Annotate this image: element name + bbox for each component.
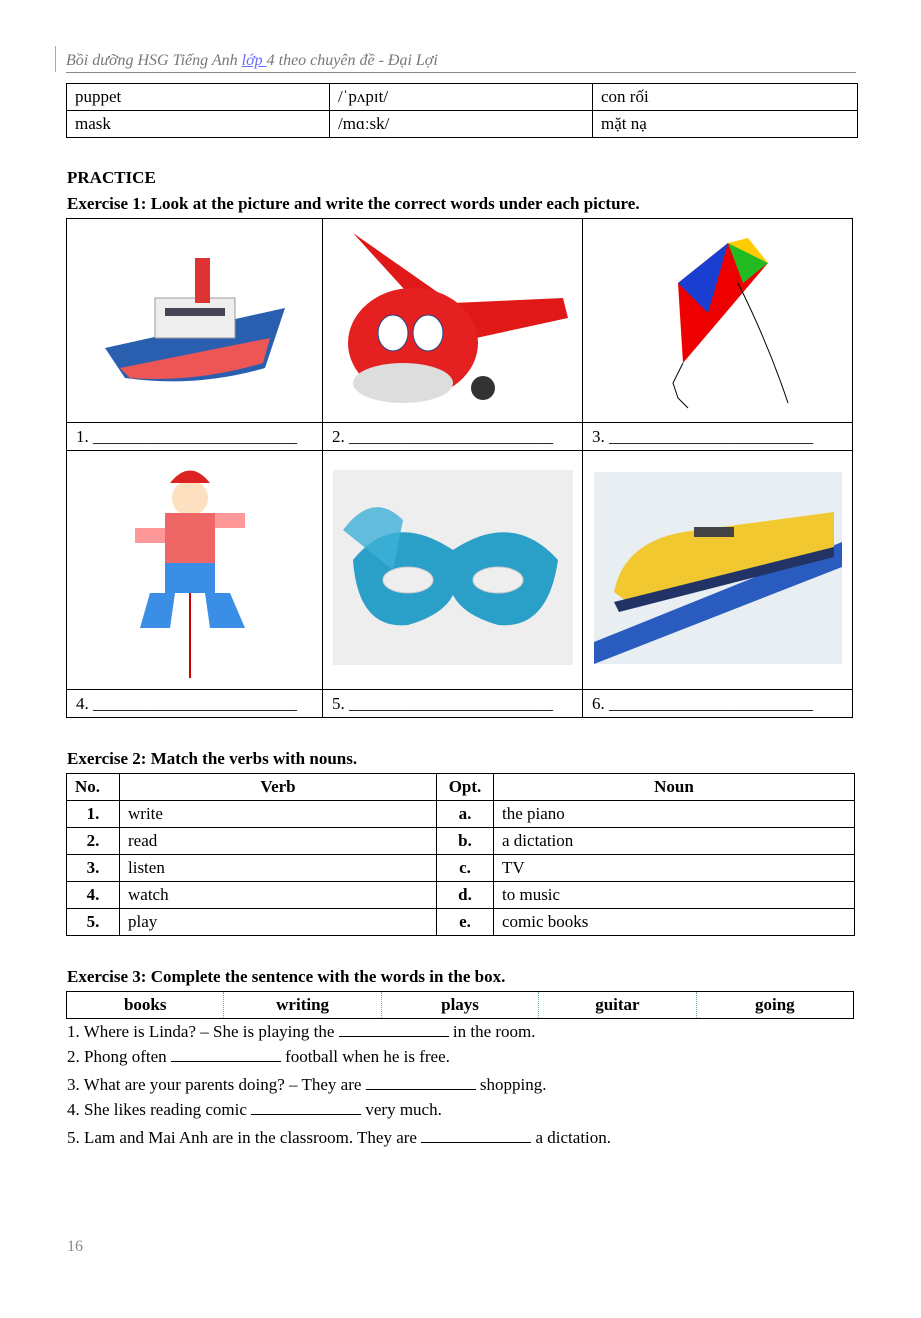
verb: write [120,801,437,828]
sentence-1 [67,1022,536,1042]
exercise-2-title: Exercise 2: Match the verbs with nouns. [67,749,358,768]
puppet-picture [67,451,323,690]
answer-blank-5[interactable]: 5. ________________________ [323,690,583,718]
word: mask [67,111,330,138]
verb: watch [120,882,437,909]
sentence-3 [67,1075,547,1095]
vocab-table [66,83,858,138]
option-letter: a. [437,801,494,828]
option-letter: c. [437,855,494,882]
sentence-end: shopping. [479,1075,547,1094]
sentence-2 [67,1047,450,1067]
verb: play [120,909,437,936]
sentence-end: football when he is free. [285,1047,450,1066]
word-box [66,991,854,1019]
exercise-1-title: Exercise 1: Look at the picture and write the correct words under each picture. [67,194,640,213]
sentence-start: 5. Lam and Mai Anh are in the classroom. They are [67,1128,422,1147]
table-row [67,84,858,111]
answer-blank-2[interactable]: 2. ________________________ [323,423,583,451]
table-header [67,774,855,801]
row-number: 1. [67,801,120,828]
table-row [67,801,855,828]
noun: to music [494,882,855,909]
mask-picture [323,451,583,690]
answer-blank[interactable] [339,1022,449,1037]
noun: the piano [494,801,855,828]
answer-blank[interactable] [251,1100,361,1115]
col-verb: Verb [120,774,437,801]
sentence-end: in the room. [452,1022,536,1041]
col-opt: Opt. [437,774,494,801]
match-table [66,773,855,936]
col-noun: Noun [494,774,855,801]
kite-picture [583,219,853,423]
sentence-5 [67,1128,611,1148]
word: puppet [67,84,330,111]
plane-picture [323,219,583,423]
word-option: books [67,992,224,1018]
sentence-end: a dictation. [535,1128,612,1147]
sentence-start: 3. What are your parents doing? – They are [67,1075,366,1094]
row-number: 2. [67,828,120,855]
page-header [66,52,856,73]
answer-blank[interactable] [421,1128,531,1143]
answer-blank[interactable] [366,1075,476,1090]
header-link[interactable]: lớp [241,52,267,69]
answer-blank-1[interactable]: 1. ________________________ [67,423,323,451]
margin-mark [55,46,56,72]
noun: TV [494,855,855,882]
answer-blank-3[interactable]: 3. ________________________ [583,423,853,451]
train-picture [583,451,853,690]
table-row [67,855,855,882]
option-letter: d. [437,882,494,909]
word-option: plays [382,992,539,1018]
sentence-start: 2. Phong often [67,1047,171,1066]
picture-table [66,218,853,718]
verb: read [120,828,437,855]
sentence-end: very much. [365,1100,442,1119]
row-number: 4. [67,882,120,909]
option-letter: b. [437,828,494,855]
table-row [67,909,855,936]
row-number: 5. [67,909,120,936]
word-option: going [754,995,795,1014]
phonetic: /ˈpʌpɪt/ [330,84,593,111]
noun: comic books [494,909,855,936]
verb: listen [120,855,437,882]
answer-blank-4[interactable]: 4. ________________________ [67,690,323,718]
row-number: 3. [67,855,120,882]
exercise-3-title: Exercise 3: Complete the sentence with the words in the box. [67,967,506,986]
table-row [67,828,855,855]
sentence-start: 4. She likes reading comic [67,1100,252,1119]
word-option: guitar [539,992,696,1018]
boat-picture [67,219,323,423]
meaning: con rối [593,84,858,111]
answer-blank[interactable] [171,1047,281,1062]
header-text-end: 4 theo chuyên đề - Đại Lợi [266,52,438,69]
sentence-4 [67,1100,442,1120]
header-text: Bồi dưỡng HSG Tiếng Anh [66,52,242,69]
word-option: writing [224,992,381,1018]
sentence-start: 1. Where is Linda? – She is playing the [67,1022,339,1041]
col-no: No. [67,774,120,801]
page-number: 16 [67,1238,83,1255]
section-title: PRACTICE [67,168,156,187]
noun: a dictation [494,828,855,855]
answer-blank-6[interactable]: 6. ________________________ [583,690,853,718]
meaning: mặt nạ [593,111,858,138]
option-letter: e. [437,909,494,936]
table-row [67,111,858,138]
table-row [67,882,855,909]
phonetic: /mɑːsk/ [330,111,593,138]
